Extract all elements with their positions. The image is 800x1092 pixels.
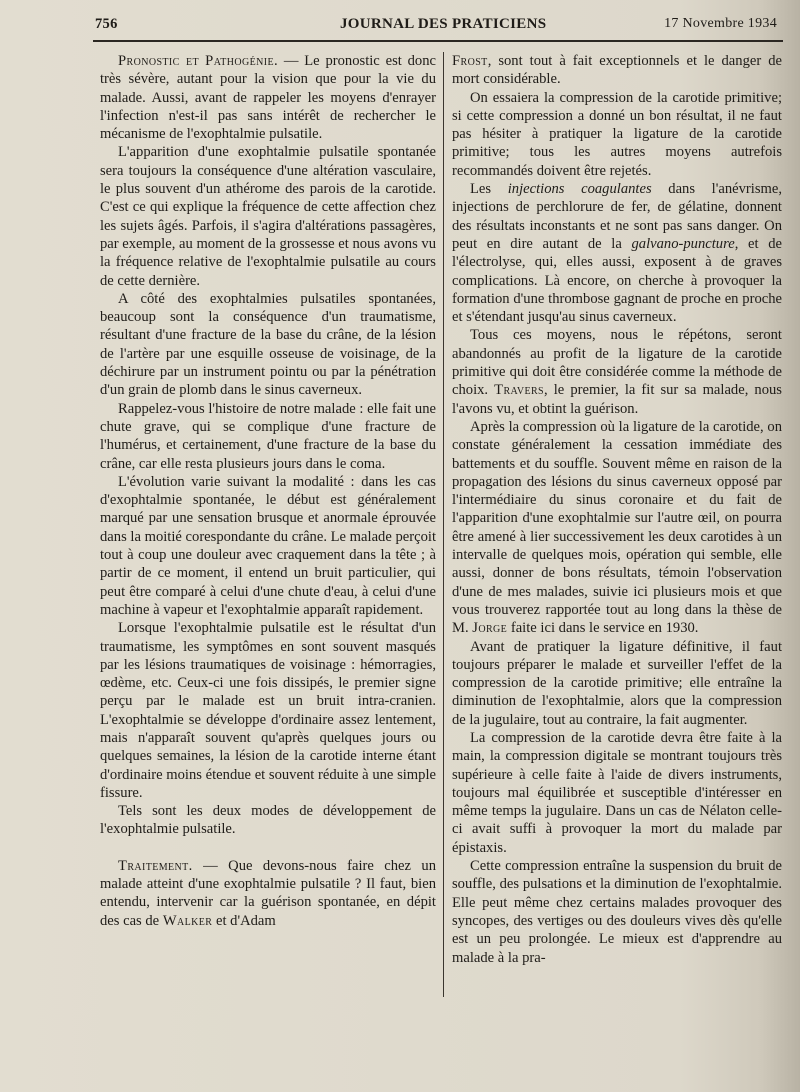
right-column: [452, 52, 782, 967]
paragraph: Lorsque l'exophtalmie pulsatile est le résultat d'un traumatisme, les symptômes en sont souvent masqués par les lésions traumatiques de voisinage : hémorragies, œdème, etc. Ceux-ci une fois dissipés, le premier signe perçu par le malade est un bruit intra-cranien. L'exophtalmie se développe d'ordinaire assez lentement, mais n'apparaît souvent qu'après quelques jours ou quelques semaines, la lésion de la carotide interne étant d'ordinaire moins étendue et souvent réduite à une simple fissure.: [100, 620, 436, 801]
paragraph: Frost, sont tout à fait exceptionnels et le danger de mort considérable.: [452, 53, 782, 88]
emphasis: injections coagulantes: [507, 181, 652, 198]
paragraph: Traitement. — Que devons-nous faire chez un malade atteint d'une exophtalmie pulsatile ? Il faut, bien entendu, intervenir car la guérison spontanée, en dépit des cas de Walker et d'Adam: [100, 857, 436, 929]
paragraph: L'apparition d'une exophtalmie pulsatile spontanée sera toujours la conséquence d'une altération vasculaire, le plus souvent d'un athérome des parois de la carotide. C'est ce qui explique la fréquence de cette affection chez les sujets âgés. Parfois, il s'agira d'altérations passagères, par exemple, au moment de la grossesse et nous avons vu la fréquence relative de l'exophtalmie pulsatile au cours de cette dernière.: [100, 144, 436, 289]
paragraph: Pronostic et Pathogénie. — Le pronostic est donc très sévère, autant pour la vision que pour la vie du malade. Aussi, avant de rappeler les moyens d'enrayer l'infection n'est-il pas sans intérêt de rechercher le mécanisme de l'exophtalmie pulsatile.: [100, 53, 437, 143]
author-name: Walker: [162, 912, 213, 929]
author-name: Frost: [452, 53, 488, 69]
paragraph: L'évolution varie suivant la modalité : dans les cas d'exophtalmie spontanée, le début est généralement marqué par une sensation brusque et anormale éprouvée dans la moitié corespondante du crâne. Le malade perçoit tout à coup une douleur avec craquement dans la tête ; à partir de ce moment, il entend un bruit particulier, qui peut être comparé à celui d'une chute d'eau, à celui d'une machine à vapeur et l'exophtalmie apparaît rapidement.: [100, 473, 436, 618]
column-divider: [443, 52, 444, 997]
section-heading: Pronostic et Pathogénie.: [118, 53, 279, 69]
author-name: Jorge: [472, 620, 508, 637]
left-column: [100, 52, 436, 930]
header-rule: [93, 40, 783, 42]
journal-title: JOURNAL DES PRATICIENS: [340, 16, 547, 32]
author-name: Travers: [494, 382, 545, 399]
section-heading: Traitement.: [118, 857, 193, 874]
paragraph: Avant de pratiquer la ligature définitive, il faut toujours préparer le malade et surveiller l'effet de la compression de la carotide primitive; elle entraîne la diminution de l'exophtalmie, alors que la compression de la jugulaire, tout au contraire, la fait augmenter.: [452, 638, 782, 728]
paragraph: Après la compression où la ligature de la carotide, on constate généralement la cessation immédiate des battements et du souffle. Souvent même en raison de la propagation des lésions du sinus caverneux opposé par l'intermédiaire du sinus coronaire et du fait de l'apparition d'une exophtalmie sur l'autre œil, on pourra être amené à lier successivement les deux carotides à un intervalle de quelques mois, opération qui semble, elle aussi, donner de bons résultats, témoin l'observation d'une de mes malades, suivie ici plusieurs mois et que vous trouverez rapportée tout au long dans la thèse de M. Jorge faite ici dans le service en 1930.: [452, 418, 782, 637]
paragraph: Tous ces moyens, nous le répétons, seront abandonnés au profit de la ligature de la carotide primitive qui doit être considérée comme la méthode de choix. Travers, le premier, la fit sur sa malade, nous l'avons vu, et obtint la guérison.: [452, 327, 782, 417]
paragraph: Cette compression entraîne la suspension du bruit de souffle, des pulsations et la diminution de l'exophtalmie. Elle peut même chez certains malades provoquer des syncopes, des vertiges ou des douleurs vives dès qu'elle est un peu prolongée. Le mieux est d'apprendre au malade à la pra-: [452, 858, 782, 966]
paragraph: Rappelez-vous l'histoire de notre malade : elle fait une chute grave, qui se complique d'une fracture de l'humérus, et certainement, d'une fracture de la base du crâne, car elle resta plusieurs jours dans le coma.: [100, 400, 436, 472]
paragraph: On essaiera la compression de la carotide primitive; si cette compression a donné un bon résultat, il ne faut pas hésiter à pratiquer la ligature de la carotide primitive; tous les autres moyens autrefois recommandés doivent être rejetés.: [452, 89, 782, 179]
paragraph: Tels sont les deux modes de développement de l'exophtalmie pulsatile.: [100, 803, 436, 838]
emphasis: galvano-puncture: [631, 235, 735, 252]
running-header: [95, 16, 785, 38]
paragraph: La compression de la carotide devra être faite à la main, la compression digitale se montrant toujours très supérieure à celle faite à l'aide de divers instruments, toujours mal équilibrée et susceptible d'intéresser en même temps la jugulaire. Dans un cas de Nélaton celle-ci avait suffi à provoquer la mort du malade par épistaxis.: [452, 729, 782, 856]
paragraph: A côté des exophtalmies pulsatiles spontanées, beaucoup sont la conséquence d'un traumatisme, résultant d'une fracture de la base du crâne, de la lésion de l'artère par une esquille osseuse de voisinage, de la déchirure par un instrument pointu ou par la pénétration d'un grain de plomb dans le sinus caverneux.: [100, 290, 436, 399]
page-number: 756: [95, 16, 118, 32]
issue-date: 17 Novembre 1934: [664, 16, 777, 31]
paragraph: Les injections coagulantes dans l'anévrisme, injections de perchlorure de fer, de gélatine, donnent des résultats inconstants et ne sont pas sans danger. On peut en dire autant de la galvano-puncture, et de l'électrolyse, qui, elles aussi, exposent à de graves complications. Là encore, on cherche à provoquer la formation d'une thrombose gagnant de proche en proche et s'étendant jusqu'au sinus caverneux.: [452, 181, 782, 326]
